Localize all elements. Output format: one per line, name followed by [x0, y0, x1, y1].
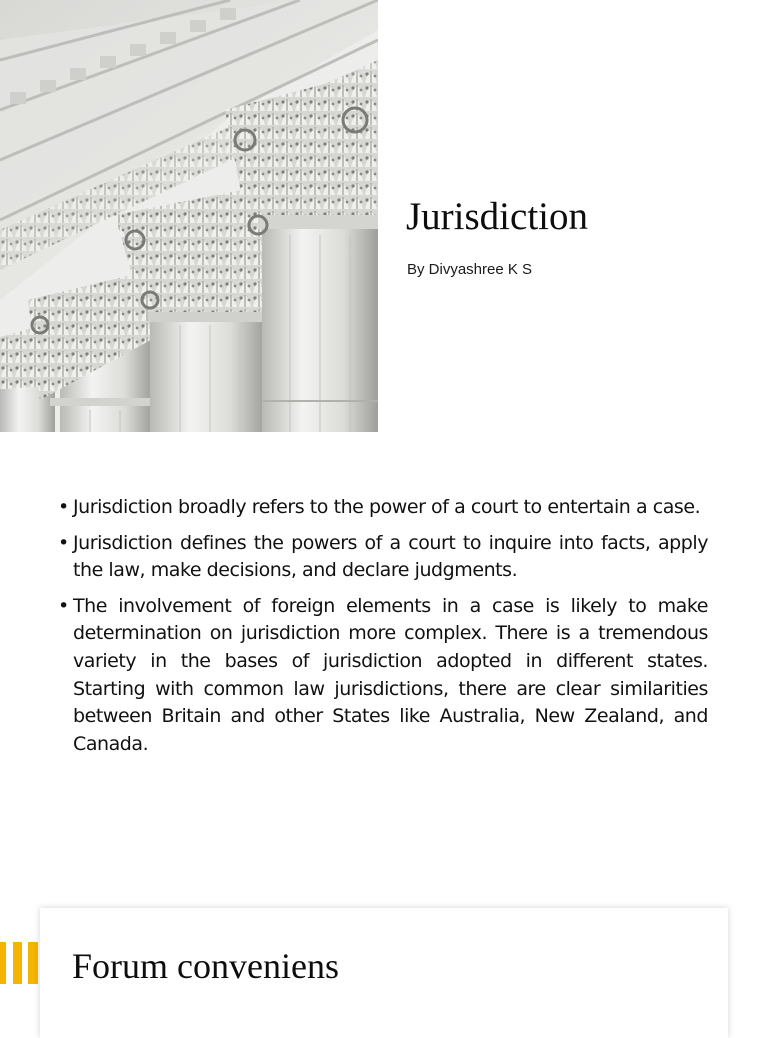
bullet-text: The involvement of foreign elements in a case is likely to make determination on jurisdiction more complex. There is a tremendous variety in the bases of jurisdiction adopted in different states. Starting with common law jurisdictions, there are clear similarities between Britain and other States like Australia, New Zealand, and Canada. [73, 594, 708, 755]
list-item [58, 494, 708, 522]
bullet-text: Jurisdiction defines the powers of a court to inquire into facts, apply the law, make decisions, and declare judgments. [73, 531, 708, 582]
slide-title: Jurisdiction [406, 195, 588, 238]
classical-columns-image [0, 0, 378, 432]
forum-slide [40, 908, 728, 1038]
accent-bar [13, 942, 22, 984]
bullet-text: Jurisdiction broadly refers to the power of a court to entertain a case. [73, 496, 701, 518]
accent-bar [28, 942, 38, 984]
bullet-icon: • [58, 594, 69, 617]
slide-title: Forum conveniens [72, 946, 339, 986]
list-item [58, 530, 708, 585]
list-item [58, 593, 708, 759]
bullet-list [58, 494, 708, 766]
slide-author: By Divyashree K S [407, 261, 533, 278]
accent-bars [0, 942, 40, 984]
accent-bar [0, 942, 6, 984]
bullet-icon: • [58, 531, 69, 554]
bullet-icon: • [58, 496, 69, 518]
title-slide [0, 0, 768, 432]
bullet-slide [0, 462, 768, 862]
